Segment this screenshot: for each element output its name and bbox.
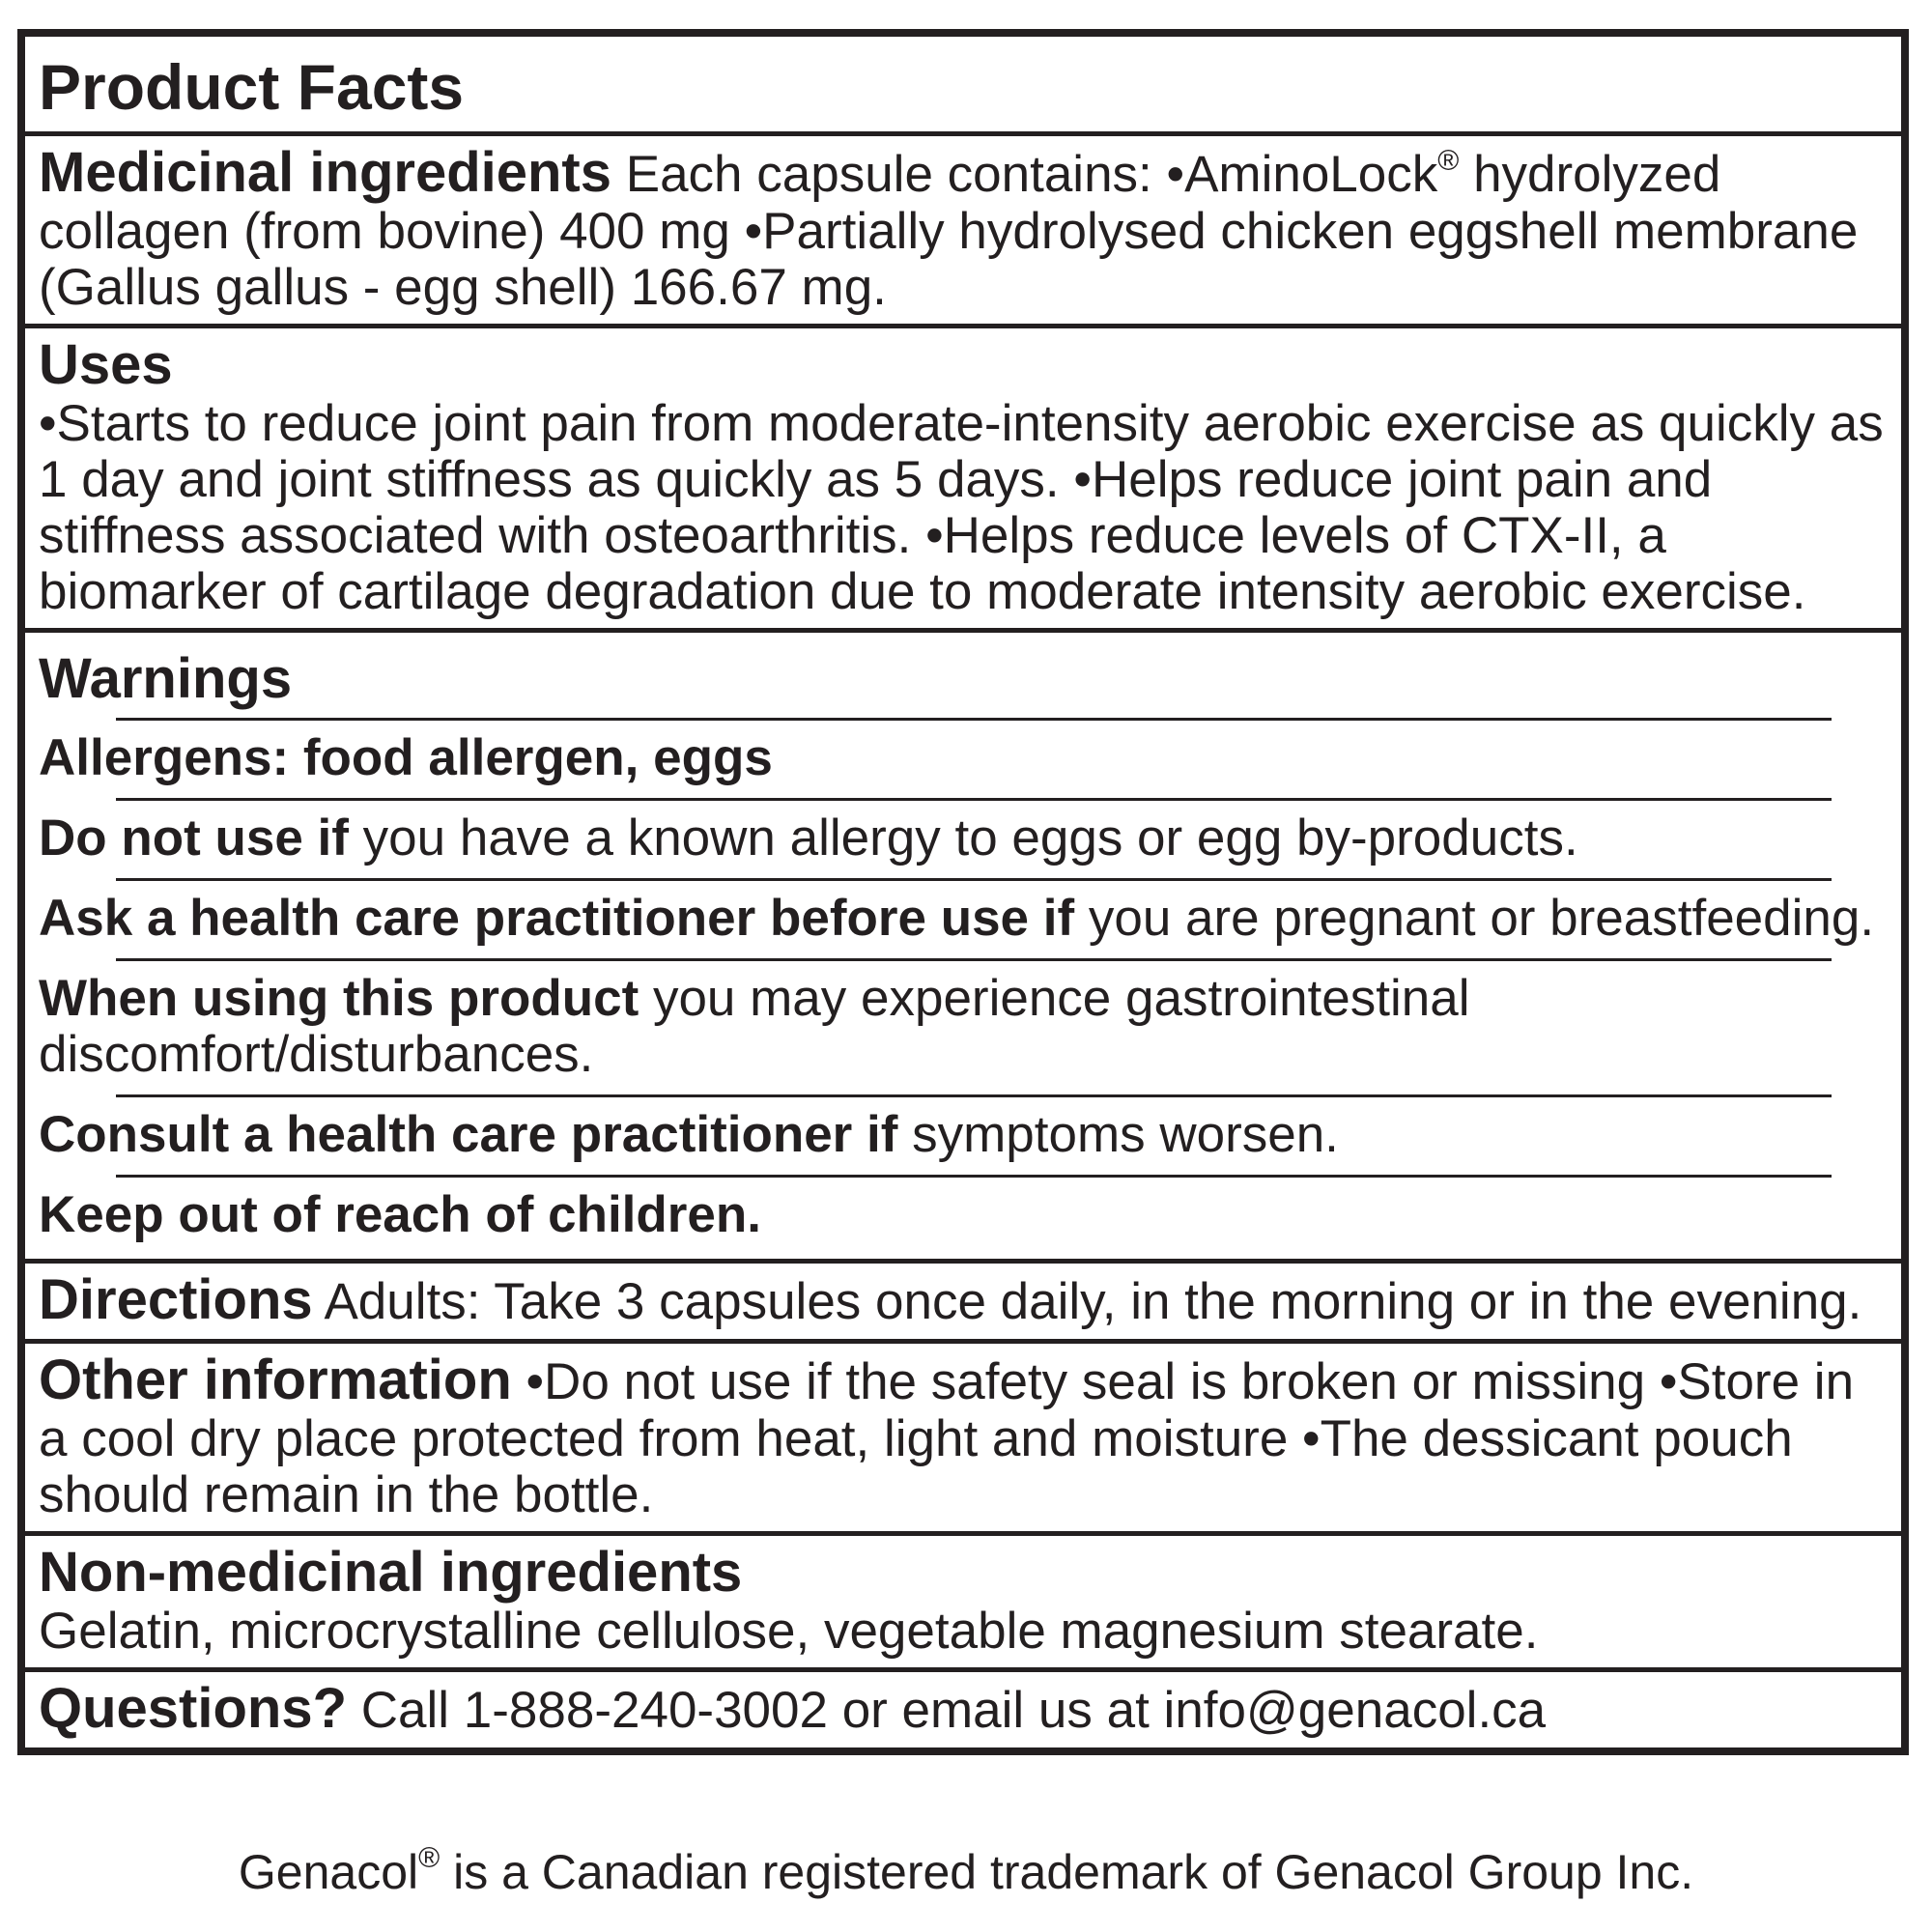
questions-section [25,1667,1901,1747]
trademark-footer [0,1843,1932,1901]
warnings-label: Warnings [39,647,293,710]
do-not-use-warning [39,801,1888,878]
keep-out-of-reach: Keep out of reach of children. [39,1186,761,1243]
other-information-body: •Do not use if the safety seal is broken or missing •Store in a cool dry place protected from heat, light and moisture •The dessicant pouch should remain in the bottle. [39,1353,1855,1523]
product-facts-header [25,37,1901,131]
allergens-statement: Allergens: food allergen, eggs [39,729,773,786]
ask-practitioner-label: Ask a health care practitioner before use if [39,890,1075,947]
footer-text: is a Canadian registered trademark of Genacol Group Inc. [440,1845,1694,1899]
product-facts-panel [17,29,1909,1755]
consult-practitioner-warning [39,1097,1888,1175]
medicinal-ingredients-body: Each capsule contains: •AminoLock [611,146,1438,203]
panel-title: Product Facts [39,51,465,123]
directions-label: Directions [39,1268,313,1331]
warnings-section [25,628,1901,1259]
questions-text [39,1678,1888,1740]
medicinal-ingredients-label: Medicinal ingredients [39,141,611,204]
questions-body: Call 1-888-240-3002 or email us at info@genacol.ca [347,1682,1547,1739]
ask-practitioner-warning [39,881,1888,958]
footer-brand: Genacol [238,1845,419,1899]
medicinal-ingredients-body-cont: hydrolyzed collagen (from bovine) 400 mg •Partially hydrolysed chicken eggshell membrane (Gallus gallus - egg shell) 166.67 mg. [39,146,1859,316]
non-medicinal-text: Gelatin, microcrystalline cellulose, vegetable magnesium stearate. [39,1603,1539,1660]
other-information-text [39,1350,1888,1523]
when-using-text: you may experience gastrointestinal discomfort/disturbances. [39,970,1470,1083]
questions-label: Questions? [39,1677,348,1740]
footer-registered-mark: ® [418,1842,440,1874]
medicinal-ingredients-text [39,142,1888,316]
uses-text: •Starts to reduce joint pain from moderate-intensity aerobic exercise as quickly as 1 day and joint stiffness as quickly as 5 days. •Helps reduce joint pain and stiffness associated with osteoarthritis. •Helps reduce levels of CTX-II, a biomarker of cartilage degradation due to moderate intensity aerobic exercise. [39,395,1884,620]
consult-practitioner-text: symptoms worsen. [897,1106,1339,1163]
do-not-use-label: Do not use if [39,810,349,867]
when-using-label: When using this product [39,970,639,1027]
directions-text [39,1269,1888,1331]
uses-label: Uses [39,333,173,396]
other-information-section [25,1339,1901,1531]
non-medicinal-label: Non-medicinal ingredients [39,1541,743,1604]
consult-practitioner-label: Consult a health care practitioner if [39,1106,898,1163]
ask-practitioner-text: you are pregnant or breastfeeding. [1074,890,1875,947]
directions-body: Adults: Take 3 capsules once daily, in the morning or in the evening. [312,1273,1862,1330]
medicinal-ingredients-section [25,131,1901,324]
other-information-label: Other information [39,1349,512,1411]
do-not-use-text: you have a known allergy to eggs or egg by-products. [348,810,1578,867]
registered-mark: ® [1437,145,1460,177]
directions-section [25,1259,1901,1339]
when-using-warning [39,961,1888,1094]
uses-section [25,324,1901,628]
non-medicinal-section [25,1531,1901,1667]
